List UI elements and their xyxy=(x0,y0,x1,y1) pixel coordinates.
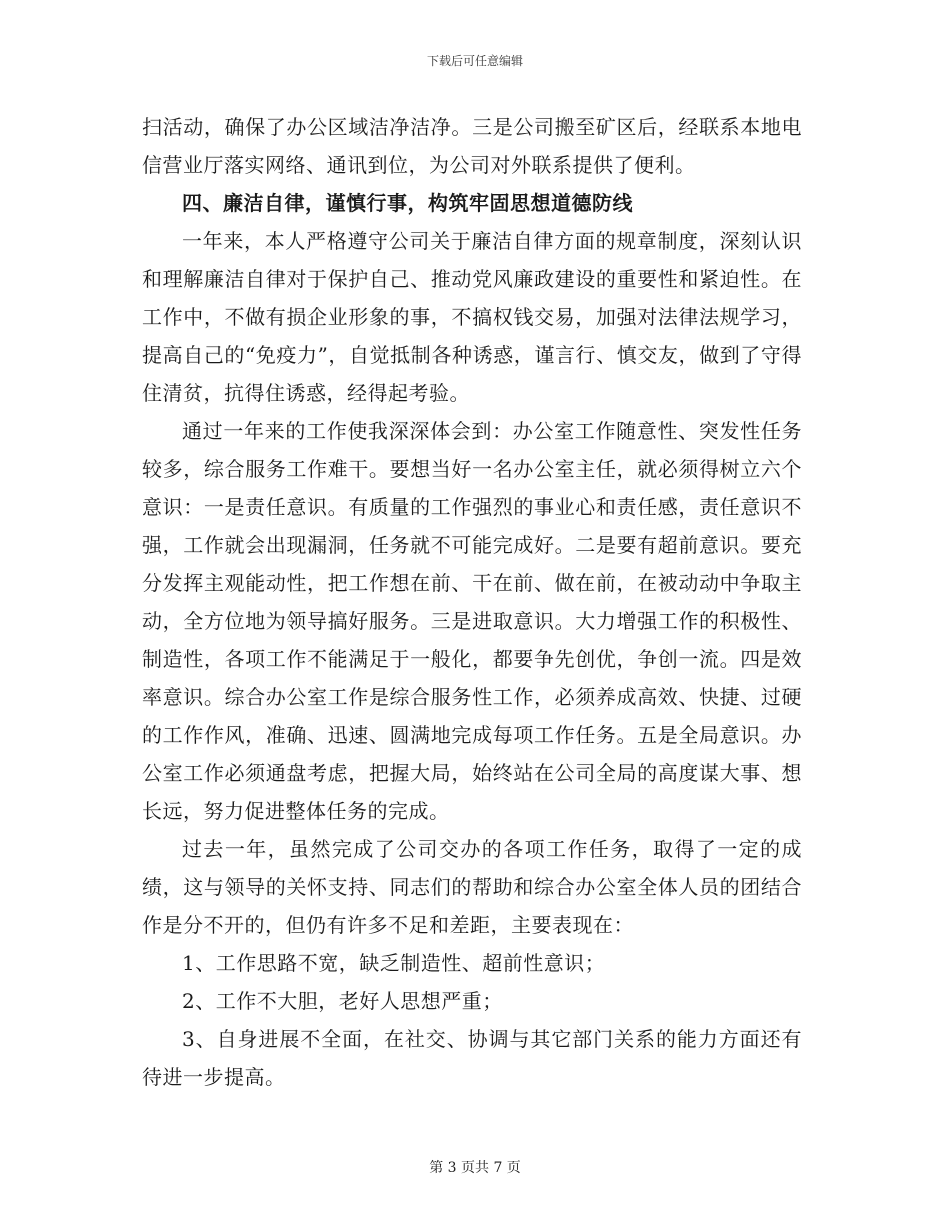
section-heading: 四、廉洁自律，谨慎行事，构筑牢固思想道德防线 xyxy=(182,191,633,215)
paragraph-integrity: 一年来，本人严格遵守公司关于廉洁自律方面的规章制度，深刻认识和理解廉洁自律对于保护自己、推动党风廉政建设的重要性和紧迫性。在工作中，不做有损企业形象的事，不搞权钱交易，加强对法律法规学习，提高自己的“免疫力”，自觉抵制各种诱惑，谨言行、慎交友，做到了守得住清贫，抗得住诱惑，经得起考验。 xyxy=(142,229,802,405)
list-item-shortcoming-2: 2、工作不大胆，老好人思想严重； xyxy=(182,989,503,1013)
page-header: 下载后可任意编辑 xyxy=(426,54,523,68)
paragraph-six-awareness: 通过一年来的工作使我深深体会到：办公室工作随意性、突发性任务较多，综合服务工作难干。要想当好一名办公室主任，就必须得树立六个意识：一是责任意识。有质量的工作强烈的事业心和责任感，责任意识不强，工作就会出现漏洞，任务就不可能完成好。二是要有超前意识。要充分发挥主观能动性，把工作想在前、干在前、做在前，在被动动中争取主动，全方位地为领导搞好服务。三是进取意识。大力增强工作的积极性、制造性，各项工作不能满足于一般化，都要争先创优，争创一流。四是效率意识。综合办公室工作是综合服务性工作，必须养成高效、快捷、过硬的工作作风，准确、迅速、圆满地完成每项工作任务。五是全局意识。办公室工作必须通盘考虑，把握大局，始终站在公司全局的高度谋大事、想长远，努力促进整体任务的完成。 xyxy=(142,419,802,823)
paragraph-continuation: 扫活动，确保了办公区域洁净洁净。三是公司搬至矿区后，经联系本地电信营业厅落实网络、通讯到位，为公司对外联系提供了便利。 xyxy=(142,115,802,177)
page-number-footer: 第 3 页共 7 页 xyxy=(429,1160,521,1176)
paragraph-shortcomings-intro: 过去一年，虽然完成了公司交办的各项工作任务，取得了一定的成绩，这与领导的关怀支持、同志们的帮助和综合办公室全体人员的团结合作是分不开的，但仍有许多不足和差距，主要表现在： xyxy=(142,837,802,937)
list-item-shortcoming-1: 1、工作思路不宽，缺乏制造性、超前性意识； xyxy=(182,951,606,975)
list-item-shortcoming-3: 3、自身进展不全面，在社交、协调与其它部门关系的能力方面还有待进一步提高。 xyxy=(142,1027,802,1089)
document-body xyxy=(142,108,802,1096)
